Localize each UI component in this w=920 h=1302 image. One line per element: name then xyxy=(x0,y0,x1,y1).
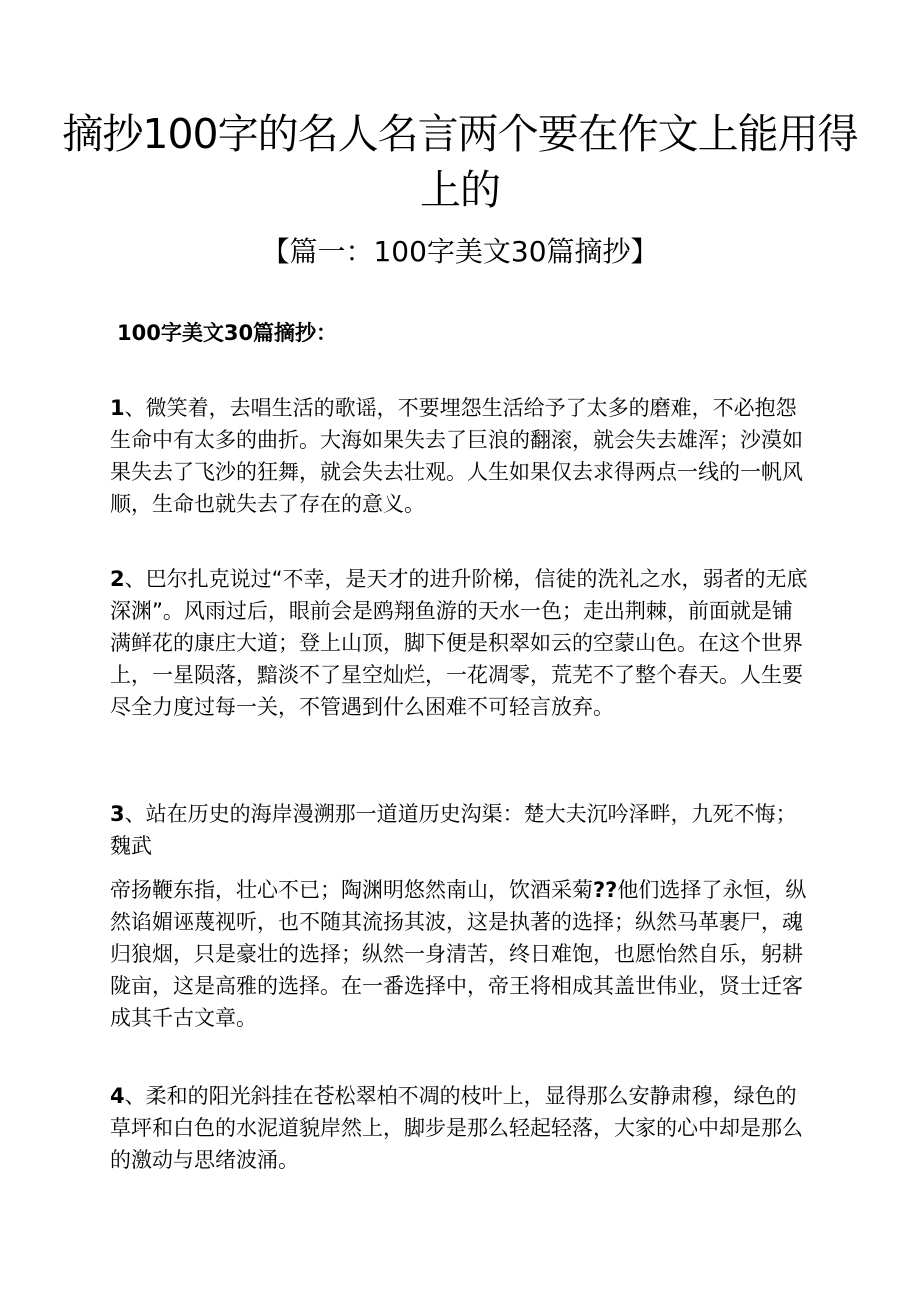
paragraph-3-continuation xyxy=(110,874,810,1034)
paragraph-2 xyxy=(110,563,810,723)
paragraph-number: 1 xyxy=(110,396,125,420)
section-subtitle: 【篇一：100字美文30篇摘抄】 xyxy=(261,235,659,268)
paragraph-4 xyxy=(110,1080,810,1176)
paragraph-number: 2 xyxy=(110,567,125,591)
paragraph-text: 帝扬鞭东指，壮心不已；陶渊明悠然南山，饮酒采菊 xyxy=(110,878,593,902)
paragraph-number: 3 xyxy=(110,802,125,826)
paragraph-number: 4 xyxy=(110,1084,125,1108)
missing-char-mark: ?? xyxy=(593,878,618,902)
paragraph-3 xyxy=(110,798,810,862)
paragraph-text: 、巴尔扎克说过“不幸，是天才的进升阶梯，信徒的洗礼之水，弱者的无底深渊”。风雨过后，眼前会是鸥翔鱼游的天水一色；走出荆棘，前面就是铺满鲜花的康庄大道；登上山顶，脚下便是积翠如云的空蒙山色。在这个世界上，一星陨落，黯淡不了星空灿烂，一花凋零，荒芜不了整个春天。人生要尽全力度过每一关，不管遇到什么困难不可轻言放弃。 xyxy=(110,567,808,719)
paragraph-text: 、微笑着，去唱生活的歌谣，不要埋怨生活给予了太多的磨难，不必抱怨生命中有太多的曲折。大海如果失去了巨浪的翻滚，就会失去雄浑；沙漠如果失去了飞沙的狂舞，就会失去壮观。人生如果仅去求得两点一线的一帆风顺，生命也就失去了存在的意义。 xyxy=(110,396,803,516)
page-title: 摘抄100字的名人名言两个要在作文上能用得上的 xyxy=(62,110,858,214)
paragraph-text: 他们选择了永恒，纵然谄媚诬蔑视听，也不随其流扬其波，这是执著的选择；纵然马革裹尸，魂归狼烟，只是豪壮的选择；纵然一身清苦，终日难饱，也愿怡然自乐，躬耕陇亩，这是高雅的选择。在一番选择中，帝王将相成其盖世伟业，贤士迁客成其千古文章。 xyxy=(110,878,807,1030)
paragraph-text: 、柔和的阳光斜挂在苍松翠柏不凋的枝叶上，显得那么安静肃穆，绿色的草坪和白色的水泥道貌岸然上，脚步是那么轻起轻落，大家的心中却是那么的激动与思绪波涌。 xyxy=(110,1084,803,1172)
section-heading: 100字美文30篇摘抄： xyxy=(117,321,338,345)
paragraph-text: 、站在历史的海岸漫溯那一道道历史沟渠：楚大夫沉吟泽畔，九死不悔；魏武 xyxy=(110,802,797,858)
paragraph-1 xyxy=(110,392,810,520)
